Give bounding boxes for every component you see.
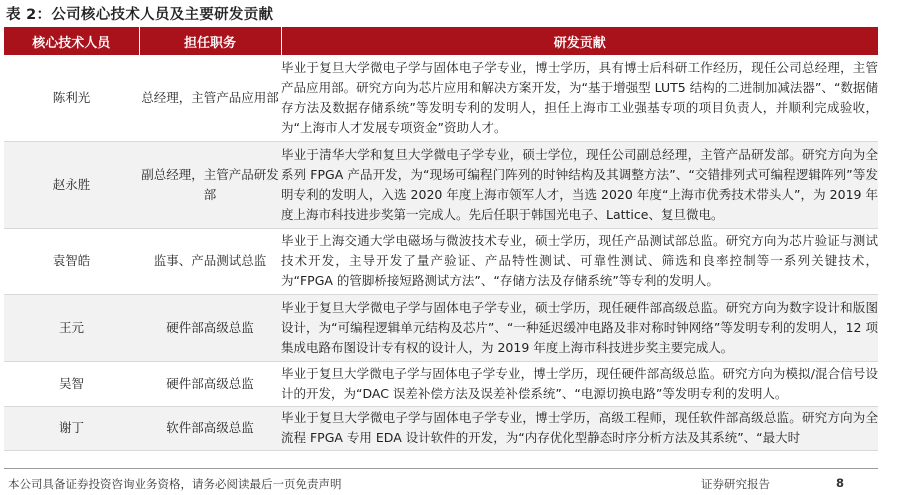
staff-role: 副总经理，主管产品研发部 <box>139 141 281 228</box>
header-core-staff: 核心技术人员 <box>4 27 139 55</box>
staff-contribution: 毕业于上海交通大学电磁场与微波技术专业，硕士学历，现任产品测试部总监。研究方向为芯片验证与测试技术开发，主导开发了量产验证、产品特性测试、可靠性测试、筛选和良率控制等一系列关键技术，为“FPGA 的管脚桥接短路测试方法”、“存储方法及存储系统”等专利的发明人。 <box>281 228 878 294</box>
footer-report-label: 证券研究报告 <box>701 477 770 491</box>
core-staff-table <box>4 27 878 451</box>
staff-role: 硬件部高级总监 <box>139 361 281 406</box>
staff-contribution: 毕业于复旦大学微电子学与固体电子学专业，博士学历，高级工程师，现任软件部高级总监。研究方向为全流程 FPGA 专用 EDA 设计软件的开发，为“内存优化型静态时序分析方法及其系统”、“最大时 <box>281 410 878 445</box>
table-row <box>4 228 878 294</box>
page-number: 8 <box>836 476 845 490</box>
staff-name: 陈利光 <box>4 55 139 141</box>
staff-name: 吴智 <box>4 361 139 406</box>
staff-role: 硬件部高级总监 <box>139 294 281 361</box>
staff-contribution: 毕业于复旦大学微电子学与固体电子学专业，博士学历，具有博士后科研工作经历，现任公司总经理，主管产品应用部。研究方向为芯片应用和解决方案开发，为“基于增强型 LUT5 结构的二进制加减法器”、“数据储存方法及数据存储系统”等发明专利的发明人，担任上海市工业强基专项的项目负责人，并顺利完成验收，为“上海市人才发展专项资金”资助人才。 <box>281 55 878 141</box>
staff-contribution: 毕业于复旦大学微电子学与固体电子学专业，博士学历，现任硬件部高级总监。研究方向为模拟/混合信号设计的开发，为“DAC 误差补偿方法及误差补偿系统”、“电源切换电路”等发明专利的发明人。 <box>281 361 878 406</box>
staff-contribution-cell <box>281 406 878 450</box>
staff-role: 软件部高级总监 <box>139 406 281 450</box>
table-title: 表 2：公司核心技术人员及主要研发贡献 <box>6 7 274 23</box>
staff-name: 谢丁 <box>4 406 139 450</box>
staff-role: 监事、产品测试总监 <box>139 228 281 294</box>
staff-name: 赵永胜 <box>4 141 139 228</box>
footer-disclaimer: 本公司具备证券投资咨询业务资格，请务必阅读最后一页免责声明 <box>8 477 342 491</box>
staff-contribution: 毕业于清华大学和复旦大学微电子学专业，硕士学位，现任公司副总经理，主管产品研发部。研究方向为全系列 FPGA 产品开发，为“现场可编程门阵列的时钟结构及其调整方法”、“交错排列式可编程逻辑阵列”等发明专利的发明人，入选 2020 年度上海市领军人才，当选 2020 年度“上海市优秀技术带头人”，为 2019 年度上海市科技进步奖第一完成人。先后任职于韩国光电子、Lattice、复旦微电。 <box>281 141 878 228</box>
header-contribution: 研发贡献 <box>281 27 878 55</box>
table-row <box>4 361 878 406</box>
table-row <box>4 55 878 141</box>
staff-contribution: 毕业于复旦大学微电子学与固体电子学专业，硕士学历，现任硬件部高级总监。研究方向为数字设计和版图设计，为“可编程逻辑单元结构及芯片”、“一种延迟缓冲电路及非对称时钟网络”等发明专利的发明人，12 项集成电路布图设计专有权的设计人，为 2019 年度上海市科技进步奖主要完成人。 <box>281 294 878 361</box>
table-row <box>4 141 878 228</box>
header-position: 担任职务 <box>139 27 281 55</box>
table-row <box>4 294 878 361</box>
footer-divider <box>4 468 878 469</box>
table-header-row <box>4 27 878 55</box>
staff-role: 总经理，主管产品应用部 <box>139 55 281 141</box>
staff-name: 王元 <box>4 294 139 361</box>
table-row <box>4 406 878 450</box>
staff-name: 袁智皓 <box>4 228 139 294</box>
